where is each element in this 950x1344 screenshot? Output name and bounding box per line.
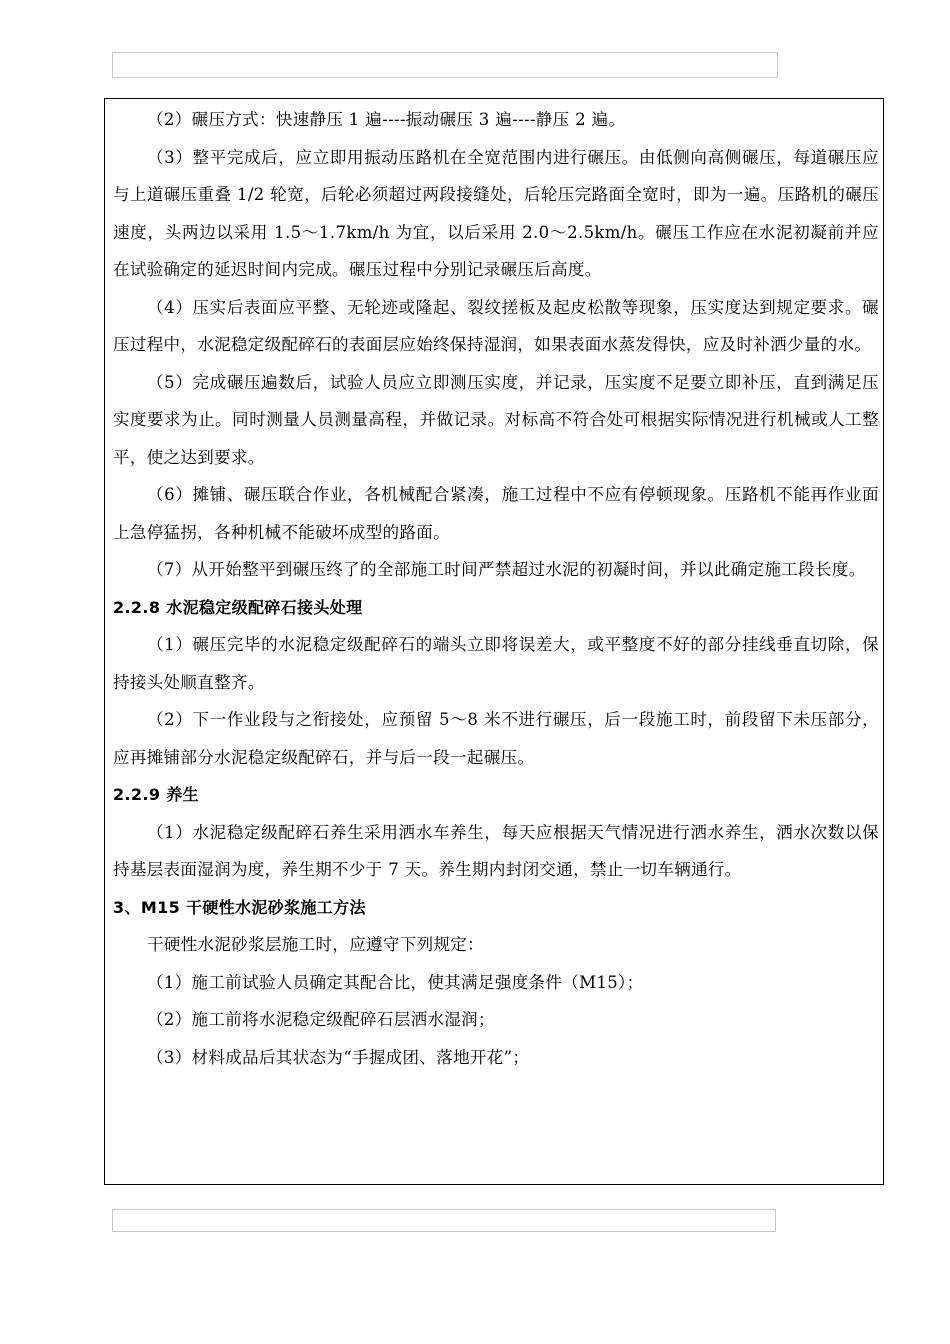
paragraph-mortar-state: （3）材料成品后其状态为“手握成团、落地开花”； (147, 1047, 530, 1067)
paragraph-rolling-procedure: （3）整平完成后，应立即用振动压路机在全宽范围内进行碾压。由低侧向高侧碾压，每道碾压应与上道碾压重叠 1/2 轮宽，后轮必须超过两段接缝处，后轮压完路面全宽时，即为一遍。压路机的碾压速度，头两边以采用 1.5～1.7km/h 为宜，以后采用 2.0～2.5km/h。碾压工作应在水泥初凝前并应在试验确定的延迟时间内完成。碾压过程中分别记录碾压后高度。 (113, 147, 879, 279)
document-body (113, 101, 879, 1076)
paragraph-surface-requirements: （4）压实后表面应平整、无轮迹或隆起、裂纹搓板及起皮松散等现象，压实度达到规定要求。碾压过程中，水泥稳定级配碎石的表面层应始终保持湿润，如果表面水蒸发得快，应及时补洒少量的水。 (113, 297, 879, 354)
paragraph-mortar-intro: 干硬性水泥砂浆层施工时，应遵守下列规定： (147, 935, 484, 954)
paragraph-joint-operation: （6）摊铺、碾压联合作业，各机械配合紧凑，施工过程中不应有停顿现象。压路机不能再作业面上急停猛拐，各种机械不能破坏成型的路面。 (113, 485, 879, 542)
section-heading-curing: 2.2.9 养生 (113, 785, 199, 804)
paragraph-joint-cutting: （1）碾压完毕的水泥稳定级配碎石的端头立即将误差大，或平整度不好的部分挂线垂直切除，保持接头处顺直整齐。 (113, 635, 879, 692)
page-footer-box (112, 1209, 776, 1232)
section-heading-joint-treatment: 2.2.8 水泥稳定级配碎石接头处理 (113, 597, 363, 617)
paragraph-mortar-wetting: （2）施工前将水泥稳定级配碎石层洒水湿润； (147, 1010, 495, 1029)
paragraph-joint-connection: （2）下一作业段与之衔接处，应预留 5～8 米不进行碾压，后一段施工时，前段留下未压部分，应再摊铺部分水泥稳定级配碎石，并与后一段一起碾压。 (113, 710, 879, 767)
paragraph-rolling-method: （2）碾压方式：快速静压 1 遍----振动碾压 3 遍----静压 2 遍。 (147, 110, 626, 129)
paragraph-construction-time: （7）从开始整平到碾压终了的全部施工时间严禁超过水泥的初凝时间，并以此确定施工段长度。 (147, 560, 866, 579)
section-heading-mortar: 3、M15 干硬性水泥砂浆施工方法 (113, 897, 366, 917)
paragraph-compaction-testing: （5）完成碾压遍数后，试验人员应立即测压实度，并记录，压实度不足要立即补压，直到满足压实度要求为止。同时测量人员测量高程，并做记录。对标高不符合处可根据实际情况进行机械或人工整平，使之达到要求。 (113, 372, 879, 467)
paragraph-curing: （1）水泥稳定级配碎石养生采用洒水车养生，每天应根据天气情况进行洒水养生，洒水次数以保持基层表面湿润为度，养生期不少于 7 天。养生期内封闭交通，禁止一切车辆通行。 (113, 822, 879, 879)
paragraph-mortar-mix: （1）施工前试验人员确定其配合比，使其满足强度条件（M15）； (147, 972, 644, 992)
page-header-box (112, 52, 778, 78)
